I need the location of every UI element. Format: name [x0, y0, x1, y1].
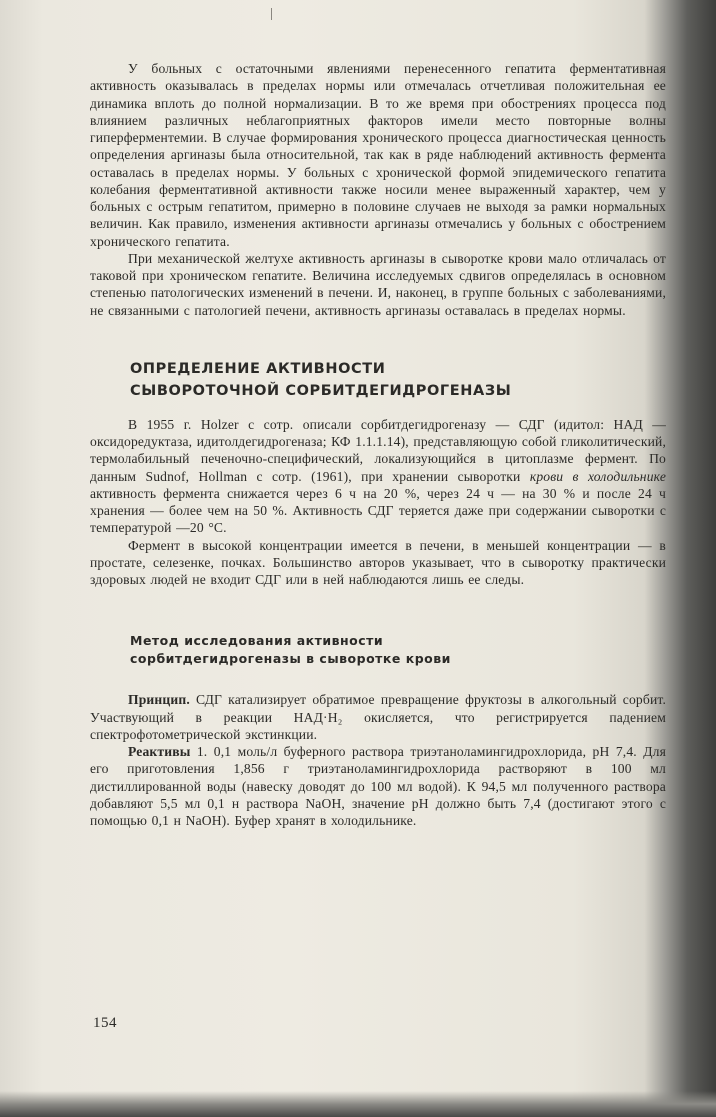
reagents-label: Реактивы [128, 744, 191, 759]
paragraph-reagents [90, 743, 666, 829]
sub-heading-line-1: Метод исследования активности [130, 633, 384, 649]
paragraph-enzyme-distribution: Фермент в высокой концентрации имеется в печени, в меньшей концентрации — в простате, селезенке, почках. Большинство авторов указывает, что в сыворотку практически здоровых людей не входит СДГ или в ней наблюдаются лишь ее следы. [90, 537, 666, 587]
method-sub-heading [130, 632, 666, 667]
section-heading-line-1: ОПРЕДЕЛЕНИЕ АКТИВНОСТИ [130, 360, 386, 377]
paragraph-principle [90, 691, 666, 743]
scan-artifact-mark [271, 8, 272, 20]
section-heading-line-2: СЫВОРОТОЧНОЙ СОРБИТДЕГИДРОГЕНАЗЫ [130, 382, 512, 399]
page-text-block [90, 60, 666, 829]
principle-text: СДГ катализирует обратимое превращение фруктозы в алкогольный сорбит. Участвующий в реакции НАД·Н₂ окисляется, что регистрируется падением спектрофотометрической экстинкции. [90, 692, 666, 742]
reagents-text: 1. 0,1 моль/л буферного раствора триэтаноламингидрохлорида, рН 7,4. Для его приготовления 1,856 г триэтаноламингидрохлорида растворяют в 100 мл дистиллированной воды (навеску доводят до 100 мл водой). К 94,5 мл полученного раствора добавляют 5,5 мл 0,1 н раствора NaOH, значение рН должно быть 7,4 (достигают этого с помощью 0,1 н NaOH). Буфер хранят в холодильнике. [90, 744, 666, 828]
paragraph-residual-hepatitis: У больных с остаточными явлениями перенесенного гепатита ферментативная активность оказывалась в пределах нормы или отмечалась отчетливая положительная ее динамика вплоть до полной нормализации. В то же время при обострениях процесса под влиянием различных неблагоприятных факторов имели место повторные волны гиперферментемии. В случае формирования хронического процесса диагностическая ценность определения аргиназы была относительной, так как в ряде наблюдений активность фермента оставалась в пределах нормы. У больных с хронической формой эпидемического гепатита колебания ферментативной активности также носили менее выраженный характер, чем у больных с острым гепатитом, примерно в половине случаев не выходя за рамки нормальных величин. Как правило, изменения активности аргиназы отмечались у больных с обострением хронического гепатита. [90, 61, 666, 249]
principle-label: Принцип. [128, 692, 190, 708]
sdh-text-end: активность фермента снижается через 6 ч на 20 %, через 24 ч — на 30 % и после 24 ч хранения — более чем на 50 %. Активность СДГ теряется даже при содержании сыворотки с температурой —20 °С. [90, 485, 666, 536]
paragraph-mechanical-jaundice: При механической желтухе активность аргиназы в сыворотке крови мало отличалась от таковой при хроническом гепатите. Величина исследуемых сдвигов определялась в основном степенью патологических изменений в печени. И, наконец, в группе больных с заболеваниями, не связанными с патологией печени, активность аргиназы оставалась в пределах нормы. [90, 250, 666, 318]
sdh-text-start: В 1955 г. Holzer с сотр. описали сорбитдегидрогеназу — СДГ (идитол: НАД — оксидоредуктаза, идитолдегидрогеназа; КФ 1.1.1.14), представляющую собой гликолитический, термолабильный печеночно-специфический, локализующийся в цитоплазме фермент. По данным Sudnof, Hollman с сотр. (1961), при хранении сыворотки [90, 416, 666, 484]
paragraph-sdh-description [90, 416, 666, 537]
page-number: 154 [93, 1015, 117, 1031]
sub-heading-line-2: сорбитдегидрогеназы в сыворотке крови [130, 650, 451, 666]
section-heading [130, 358, 666, 402]
sdh-italic-phrase: крови в холодильнике [529, 468, 667, 484]
